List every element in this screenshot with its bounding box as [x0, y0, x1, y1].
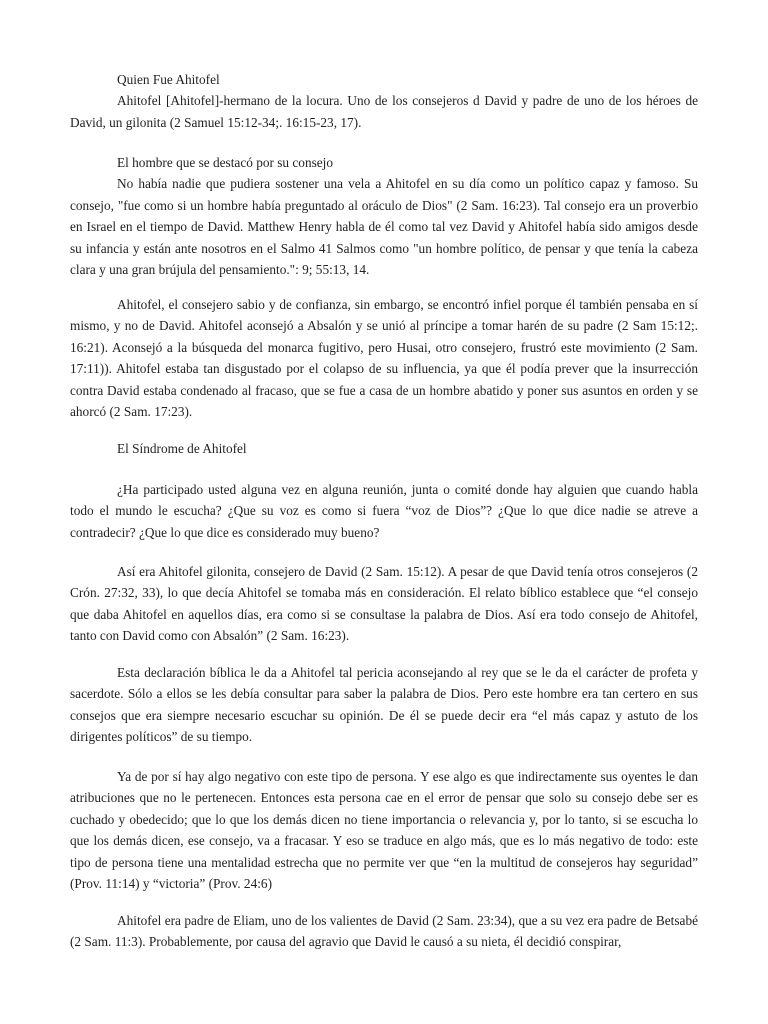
- section-infiel: [70, 294, 698, 422]
- paragraph-3: Ahitofel, el consejero sabio y de confianza, sin embargo, se encontró infiel porque él también pensaba en sí mismo, y no de David. Ahitofel aconsejó a Absalón y se unió al príncipe a tomar harén de su padre (2 Sam 15:12;. 16:21). Aconsejó a la búsqueda del monarca fugitivo, pero Husai, otro consejero, frustró este movimiento (2 Sam. 17:11)). Ahitofel estaba tan disgustado por el colapso de su influencia, ya que él podía prever que la insurrección contra David estaba condenado al fracaso, que se fue a casa de un hombre abatido y poner sus asuntos en orden y se ahorcó (2 Sam. 17:23).: [70, 297, 698, 420]
- section-declaracion: [70, 662, 698, 748]
- section-gilonita: [70, 561, 698, 647]
- paragraph-7: Ya de por sí hay algo negativo con este tipo de persona. Y ese algo es que indirectamente sus oyentes le dan atribuciones que no le pertenecen. Entonces esta persona cae en el error de pensar que solo su consejo debe ser es cuchado y obedecido; que lo que los demás dicen no tiene importancia o relevancia y, por lo tanto, si se escucha lo que los demás dicen, ese consejo, va a fracasar. Y eso se traduce en algo más, que es lo más negativo de todo: este tipo de persona tiene una mentalidad estrecha que no permite ver que “en la multitud de consejeros hay seguridad” (Prov. 11:14) y “victoria” (Prov. 24:6): [70, 769, 698, 892]
- section-consejo: [70, 152, 698, 280]
- paragraph-8: Ahitofel era padre de Eliam, uno de los valientes de David (2 Sam. 23:34), que a su vez era padre de Betsabé (2 Sam. 11:3). Probablemente, por causa del agravio que David le causó a su nieta, él decidió conspirar,: [70, 913, 698, 950]
- document-title: Quien Fue Ahitofel: [117, 72, 220, 87]
- section-intro: [70, 69, 698, 133]
- paragraph-1: Ahitofel [Ahitofel]-hermano de la locura. Uno de los consejeros d David y padre de uno de los héroes de David, un gilonita (2 Samuel 15:12-34;. 16:15-23, 17).: [70, 93, 698, 130]
- paragraph-5: Así era Ahitofel gilonita, consejero de David (2 Sam. 15:12). A pesar de que David tenía otros consejeros (2 Crón. 27:32, 33), lo que decía Ahitofel se tomaba más en consideración. El relato bíblico establece que “el consejo que daba Ahitofel en aquellos días, era como si se consultase la palabra de Dios. Así era todo consejo de Ahitofel, tanto con David como con Absalón” (2 Sam. 16:23).: [70, 564, 698, 644]
- paragraph-2: No había nadie que pudiera sostener una vela a Ahitofel en su día como un político capaz y famoso. Su consejo, "fue como si un hombre había preguntado al oráculo de Dios" (2 Sam. 16:23). Tal consejo era un proverbio en Israel en el tiempo de David. Matthew Henry habla de él como tal vez David y Ahitofel había sido amigos desde su infancia y están ante nosotros en el Salmo 41 Salmos como "un hombre político, de pensar y que tenía la cabeza clara y una gran brújula del pensamiento.": 9; 55:13, 14.: [70, 176, 698, 278]
- section-heading-sindrome: El Síndrome de Ahitofel: [117, 441, 247, 456]
- section-heading-consejo: El hombre que se destacó por su consejo: [117, 155, 334, 170]
- section-pregunta: [70, 479, 698, 543]
- section-eliam: [70, 910, 698, 953]
- document-page: [70, 0, 698, 1024]
- section-negativo: [70, 766, 698, 894]
- paragraph-6: Esta declaración bíblica le da a Ahitofel tal pericia aconsejando al rey que se le da el carácter de profeta y sacerdote. Sólo a ellos se les debía consultar para saber la palabra de Dios. Pero este hombre era tan certero en sus consejos que era siempre necesario escuchar su opinión. De él se puede decir era “el más capaz y astuto de los dirigentes políticos” de su tiempo.: [70, 665, 698, 745]
- section-sindrome: [70, 438, 698, 459]
- paragraph-4: ¿Ha participado usted alguna vez en alguna reunión, junta o comité donde hay alguien que cuando habla todo el mundo le escucha? ¿Que su voz es como si fuera “voz de Dios”? ¿Que lo que dice nadie se atreve a contradecir? ¿Que lo que dice es considerado muy bueno?: [70, 482, 698, 540]
